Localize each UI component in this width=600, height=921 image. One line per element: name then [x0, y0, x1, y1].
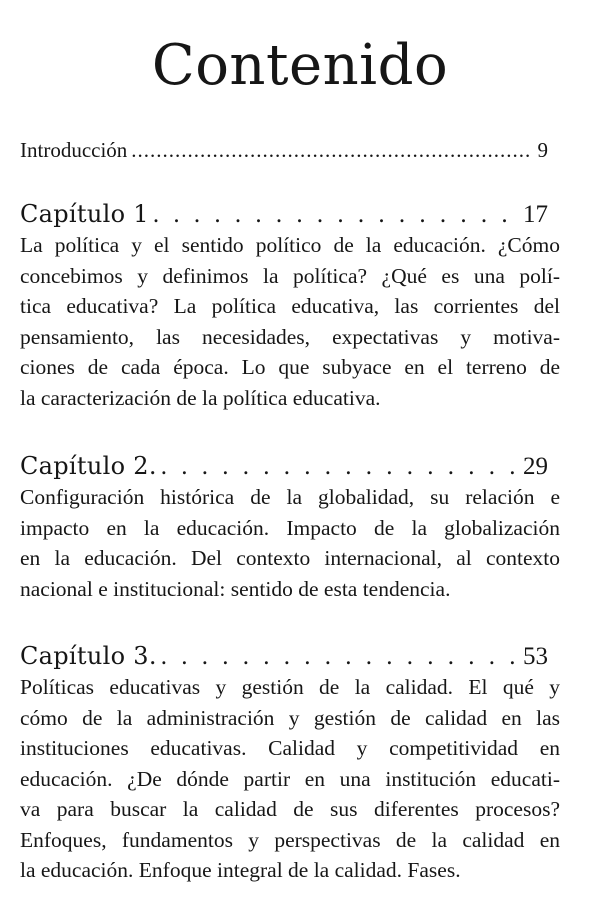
toc-entry-label: Introducción	[20, 138, 128, 162]
description-line: instituciones educativas. Calidad y competitividad en	[20, 736, 560, 760]
chapter-2-description	[20, 482, 560, 604]
description-line: Enfoques, fundamentos y perspectivas de la calidad en	[20, 827, 560, 852]
chapter-3-description	[20, 672, 560, 886]
description-line: La política y el sentido político de la educación. ¿Cómo	[20, 233, 560, 257]
toc-entry-chapter-1	[20, 200, 548, 229]
chapter-1-description	[20, 230, 560, 413]
description-line: concebimos y definimos la política? ¿Qué es una polí-	[20, 263, 560, 288]
description-line: en la educación. Del contexto internacional, al contexto	[20, 546, 560, 570]
chapter-label: Capítulo 1	[20, 200, 149, 228]
description-line: educación. ¿De dónde partir en una institución educati-	[20, 766, 560, 791]
toc-entry-chapter-3	[20, 642, 548, 671]
dot-leader	[153, 201, 517, 229]
chapter-label: Capítulo 3.	[20, 642, 157, 670]
description-line: pensamiento, las necesidades, expectativas y motiva-	[20, 324, 560, 349]
chapter-page: 17	[523, 201, 548, 228]
description-line: Políticas educativas y gestión de la calidad. El qué y	[20, 675, 560, 699]
description-line: impacto en la educación. Impacto de la globalización	[20, 515, 560, 540]
chapter-label: Capítulo 2.	[20, 452, 157, 480]
toc-entry-chapter-2	[20, 452, 548, 481]
dot-leader	[161, 643, 517, 671]
toc-entry-page: 9	[537, 138, 548, 162]
description-line: la educación. Enfoque integral de la calidad. Fases.	[20, 858, 461, 882]
description-line: cómo de la administración y gestión de calidad en las	[20, 705, 560, 730]
description-line: nacional e institucional: sentido de esta tendencia.	[20, 576, 451, 601]
dot-leader	[131, 138, 531, 163]
chapter-page: 29	[523, 453, 548, 480]
description-line: Configuración histórica de la globalidad, su relación e	[20, 485, 560, 509]
dot-leader	[161, 453, 517, 481]
description-line: ciones de cada época. Lo que subyace en el terreno de	[20, 355, 560, 379]
description-line: tica educativa? La política educativa, las corrientes del	[20, 294, 560, 318]
toc-entry-introduction	[20, 138, 548, 163]
chapter-page: 53	[523, 643, 548, 670]
page-title: Contenido	[151, 33, 449, 98]
description-line: la caracterización de la política educativa.	[20, 385, 381, 410]
description-line: va para buscar la calidad de sus diferentes procesos?	[20, 797, 560, 821]
